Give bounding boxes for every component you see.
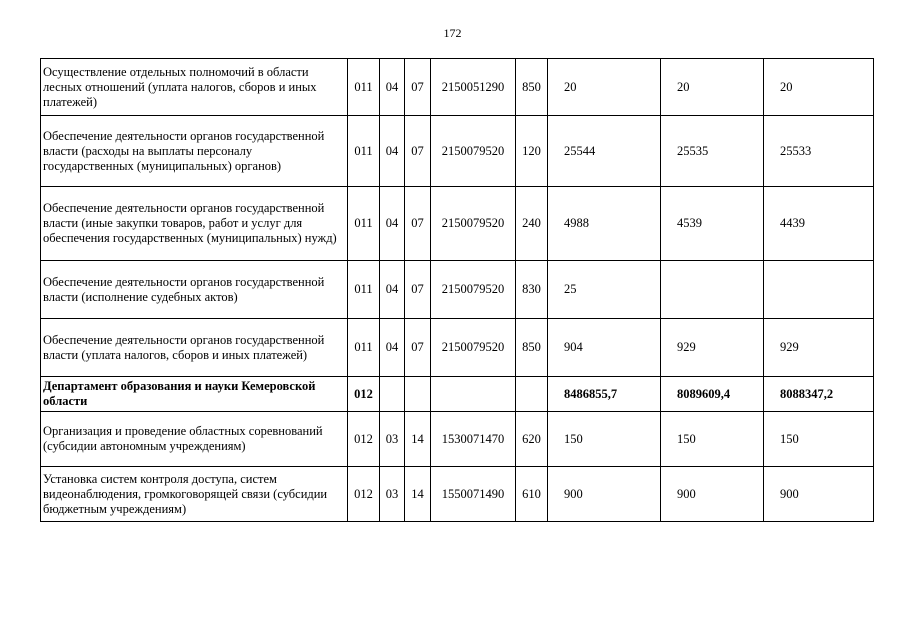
row-name-cell: Обеспечение деятельности органов государственной власти (иные закупки товаров, работ и услуг для обеспечения государственных (муниципальных) нужд) [41, 187, 348, 261]
amount-year2-cell [661, 261, 764, 319]
subsection-code-cell: 07 [405, 116, 431, 187]
amount-year2-cell: 900 [661, 467, 764, 522]
amount-year2-cell: 8089609,4 [661, 377, 764, 412]
table-row [41, 261, 874, 319]
section-code-cell: 04 [380, 116, 405, 187]
table-row [41, 59, 874, 116]
expense-type-cell: 610 [516, 467, 548, 522]
table-row [41, 116, 874, 187]
row-name-cell: Обеспечение деятельности органов государственной власти (расходы на выплаты персоналу государственных (муниципальных) органов) [41, 116, 348, 187]
row-name-cell: Обеспечение деятельности органов государственной власти (исполнение судебных актов) [41, 261, 348, 319]
section-code-cell: 04 [380, 187, 405, 261]
amount-year2-cell: 20 [661, 59, 764, 116]
subsection-code-cell: 14 [405, 467, 431, 522]
target-article-cell [431, 377, 516, 412]
amount-year1-cell: 20 [548, 59, 661, 116]
subsection-code-cell: 07 [405, 319, 431, 377]
table-body [41, 59, 874, 522]
target-article-cell: 1550071490 [431, 467, 516, 522]
row-name-cell: Осуществление отдельных полномочий в области лесных отношений (уплата налогов, сборов и иных платежей) [41, 59, 348, 116]
subsection-code-cell [405, 377, 431, 412]
expense-type-cell: 850 [516, 59, 548, 116]
row-name-cell: Установка систем контроля доступа, систем видеонаблюдения, громкоговорящей связи (субсидии бюджетным учреждениям) [41, 467, 348, 522]
amount-year2-cell: 929 [661, 319, 764, 377]
subsection-code-cell: 07 [405, 187, 431, 261]
target-article-cell: 2150079520 [431, 187, 516, 261]
subsection-code-cell: 07 [405, 261, 431, 319]
row-name-cell: Департамент образования и науки Кемеровской области [41, 377, 348, 412]
budget-table [40, 58, 874, 522]
section-code-cell: 03 [380, 467, 405, 522]
subsection-code-cell: 07 [405, 59, 431, 116]
amount-year3-cell: 4439 [764, 187, 874, 261]
ministry-code-cell: 011 [348, 116, 380, 187]
subsection-code-cell: 14 [405, 412, 431, 467]
expense-type-cell: 620 [516, 412, 548, 467]
amount-year1-cell: 900 [548, 467, 661, 522]
ministry-code-cell: 011 [348, 261, 380, 319]
table-row [41, 319, 874, 377]
amount-year1-cell: 904 [548, 319, 661, 377]
row-name-cell: Обеспечение деятельности органов государственной власти (уплата налогов, сборов и иных платежей) [41, 319, 348, 377]
page-number: 172 [443, 26, 462, 40]
target-article-cell: 1530071470 [431, 412, 516, 467]
amount-year3-cell: 8088347,2 [764, 377, 874, 412]
amount-year3-cell: 25533 [764, 116, 874, 187]
amount-year1-cell: 25 [548, 261, 661, 319]
amount-year2-cell: 150 [661, 412, 764, 467]
section-code-cell [380, 377, 405, 412]
amount-year3-cell: 929 [764, 319, 874, 377]
row-name-cell: Организация и проведение областных соревнований (субсидии автономным учреждениям) [41, 412, 348, 467]
amount-year2-cell: 4539 [661, 187, 764, 261]
amount-year3-cell: 20 [764, 59, 874, 116]
amount-year3-cell: 900 [764, 467, 874, 522]
amount-year1-cell: 25544 [548, 116, 661, 187]
amount-year1-cell: 8486855,7 [548, 377, 661, 412]
section-code-cell: 03 [380, 412, 405, 467]
expense-type-cell [516, 377, 548, 412]
expense-type-cell: 850 [516, 319, 548, 377]
section-code-cell: 04 [380, 59, 405, 116]
ministry-code-cell: 011 [348, 59, 380, 116]
target-article-cell: 2150079520 [431, 319, 516, 377]
ministry-code-cell: 012 [348, 412, 380, 467]
table-row [41, 467, 874, 522]
amount-year3-cell: 150 [764, 412, 874, 467]
expense-type-cell: 240 [516, 187, 548, 261]
table-row [41, 412, 874, 467]
ministry-code-cell: 011 [348, 319, 380, 377]
ministry-code-cell: 012 [348, 377, 380, 412]
amount-year2-cell: 25535 [661, 116, 764, 187]
amount-year1-cell: 4988 [548, 187, 661, 261]
ministry-code-cell: 012 [348, 467, 380, 522]
ministry-code-cell: 011 [348, 187, 380, 261]
table-row [41, 377, 874, 412]
amount-year1-cell: 150 [548, 412, 661, 467]
section-code-cell: 04 [380, 261, 405, 319]
amount-year3-cell [764, 261, 874, 319]
section-code-cell: 04 [380, 319, 405, 377]
target-article-cell: 2150051290 [431, 59, 516, 116]
expense-type-cell: 120 [516, 116, 548, 187]
target-article-cell: 2150079520 [431, 116, 516, 187]
table-row [41, 187, 874, 261]
target-article-cell: 2150079520 [431, 261, 516, 319]
expense-type-cell: 830 [516, 261, 548, 319]
